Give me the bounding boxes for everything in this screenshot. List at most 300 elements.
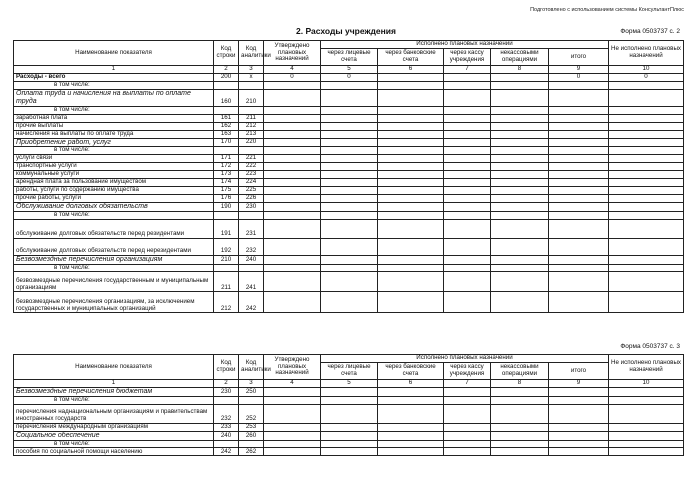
cell-empty [321, 130, 378, 138]
cell-code: 200 [214, 73, 239, 81]
cell-empty [444, 138, 491, 147]
cell-an: 231 [239, 219, 264, 238]
cell-empty [491, 202, 549, 211]
col-header-non-cash: некассовыми операциями [491, 363, 549, 380]
col-number: 10 [609, 380, 684, 388]
cell-empty [609, 292, 684, 313]
cell-code: 190 [214, 202, 239, 211]
row-label: прочие работы, услуги [14, 195, 214, 203]
cell-code: 162 [214, 122, 239, 130]
col-number: 2 [214, 380, 239, 388]
page-title: 2. Расходы учреждения [296, 26, 396, 36]
row-label: обслуживание долговых обязательств перед нерезидентами [14, 238, 214, 255]
cell-code: 232 [214, 404, 239, 423]
cell-empty [239, 396, 264, 404]
cell-empty [609, 81, 684, 89]
cell-empty [444, 255, 491, 264]
col-number: 1 [14, 66, 214, 74]
cell-empty [609, 423, 684, 431]
col-header-code-analytics: Код аналитики [239, 41, 264, 66]
col-number: 1 [14, 380, 214, 388]
cell-an: 232 [239, 238, 264, 255]
col-header-name: Наименование показателя [14, 355, 214, 380]
cell-empty [264, 106, 321, 114]
cell-empty [378, 202, 444, 211]
cell-empty [609, 130, 684, 138]
col-header-code-row: Код строки [214, 41, 239, 66]
cell-empty [264, 219, 321, 238]
cell-empty [214, 396, 239, 404]
column-numbers-row [14, 380, 684, 388]
col-header-via-cash: через кассу учреждения [444, 363, 491, 380]
col-number: 3 [239, 380, 264, 388]
cell-empty [609, 431, 684, 440]
cell-empty [444, 431, 491, 440]
cell-an: 226 [239, 195, 264, 203]
cell-empty [444, 440, 491, 448]
cell-an: 230 [239, 202, 264, 211]
cell-empty [491, 106, 549, 114]
cell-empty [239, 81, 264, 89]
cell-empty [321, 138, 378, 147]
cell-empty [444, 114, 491, 122]
table-row [14, 292, 684, 313]
cell-empty [264, 195, 321, 203]
cell-empty [378, 195, 444, 203]
cell-empty [321, 255, 378, 264]
cell-v4: 0 [264, 73, 321, 81]
cell-an: 253 [239, 423, 264, 431]
cell-v9: 0 [549, 73, 609, 81]
cell-code: 210 [214, 255, 239, 264]
cell-empty [444, 89, 491, 106]
row-label: в том числе: [14, 211, 214, 219]
cell-empty [321, 404, 378, 423]
table-row [14, 264, 684, 272]
row-label: прочие выплаты [14, 122, 214, 130]
cell-empty [549, 431, 609, 440]
cell-empty [321, 396, 378, 404]
row-label: Приобретение работ, услуг [14, 138, 214, 147]
cell-code: 191 [214, 219, 239, 238]
cell-empty [444, 171, 491, 179]
table-row [14, 163, 684, 171]
cell-empty [264, 448, 321, 456]
cell-empty [549, 81, 609, 89]
col-number: 3 [239, 66, 264, 74]
row-label: коммунальные услуги [14, 171, 214, 179]
cell-empty [321, 272, 378, 292]
row-label: работы, услуги по содержанию имущества [14, 187, 214, 195]
cell-empty [549, 264, 609, 272]
cell-empty [609, 404, 684, 423]
cell-empty [264, 292, 321, 313]
cell-an: 212 [239, 122, 264, 130]
cell-empty [491, 73, 549, 81]
cell-code: 233 [214, 423, 239, 431]
table-row [14, 89, 684, 106]
cell-empty [214, 211, 239, 219]
cell-empty [264, 179, 321, 187]
cell-empty [378, 147, 444, 155]
cell-empty [321, 122, 378, 130]
cell-empty [444, 130, 491, 138]
header-note: Подготовлено с использованием системы КонсультантПлюс [530, 7, 684, 13]
table-row [14, 114, 684, 122]
cell-empty [549, 187, 609, 195]
cell-empty [444, 187, 491, 195]
cell-an: x [239, 73, 264, 81]
cell-empty [378, 81, 444, 89]
cell-empty [264, 187, 321, 195]
row-label: пособия по социальной помощи населению [14, 448, 214, 456]
cell-empty [239, 264, 264, 272]
cell-code: 212 [214, 292, 239, 313]
cell-empty [264, 155, 321, 163]
cell-empty [491, 89, 549, 106]
cell-empty [549, 130, 609, 138]
cell-empty [321, 264, 378, 272]
form-number-page-2: Форма 0503737 с. 2 [620, 28, 680, 35]
col-header-total: итого [549, 363, 609, 380]
table-row [14, 396, 684, 404]
cell-empty [321, 106, 378, 114]
col-number: 5 [321, 380, 378, 388]
col-number: 2 [214, 66, 239, 74]
table-row [14, 202, 684, 211]
col-number: 6 [378, 380, 444, 388]
cell-empty [321, 387, 378, 396]
cell-empty [378, 219, 444, 238]
cell-empty [444, 219, 491, 238]
cell-an: 223 [239, 171, 264, 179]
cell-empty [378, 73, 444, 81]
col-header-total: итого [549, 49, 609, 66]
cell-empty [264, 114, 321, 122]
cell-empty [264, 130, 321, 138]
cell-empty [444, 81, 491, 89]
col-number: 4 [264, 380, 321, 388]
cell-an: 250 [239, 387, 264, 396]
cell-empty [378, 448, 444, 456]
cell-empty [491, 130, 549, 138]
table-row [14, 147, 684, 155]
cell-empty [609, 195, 684, 203]
cell-empty [549, 163, 609, 171]
cell-empty [491, 211, 549, 219]
cell-empty [214, 81, 239, 89]
cell-empty [264, 147, 321, 155]
cell-empty [264, 122, 321, 130]
cell-empty [549, 440, 609, 448]
row-label: перечисления международным организациям [14, 423, 214, 431]
cell-empty [549, 179, 609, 187]
cell-empty [321, 163, 378, 171]
cell-empty [609, 147, 684, 155]
col-header-approved: Утверждено плановых назначений [264, 41, 321, 66]
cell-empty [491, 272, 549, 292]
table-row [14, 255, 684, 264]
row-label: в том числе: [14, 106, 214, 114]
cell-empty [444, 155, 491, 163]
col-number: 7 [444, 380, 491, 388]
cell-empty [378, 114, 444, 122]
table-row [14, 272, 684, 292]
cell-empty [549, 423, 609, 431]
table-row [14, 448, 684, 456]
table-row [14, 423, 684, 431]
col-number: 6 [378, 66, 444, 74]
row-label: обслуживание долговых обязательств перед резидентами [14, 219, 214, 238]
cell-empty [239, 211, 264, 219]
cell-empty [378, 431, 444, 440]
cell-empty [491, 404, 549, 423]
expenses-table-body [14, 387, 684, 456]
form-number-page-3: Форма 0503737 с. 3 [620, 343, 680, 350]
cell-code: 173 [214, 171, 239, 179]
cell-empty [549, 448, 609, 456]
col-header-code-row: Код строки [214, 355, 239, 380]
cell-empty [378, 238, 444, 255]
cell-empty [609, 448, 684, 456]
cell-empty [264, 89, 321, 106]
cell-an: 222 [239, 163, 264, 171]
row-label: Безвозмездные перечисления организациям [14, 255, 214, 264]
cell-empty [321, 219, 378, 238]
cell-empty [321, 195, 378, 203]
cell-code: 172 [214, 163, 239, 171]
cell-empty [491, 179, 549, 187]
cell-code: 175 [214, 187, 239, 195]
cell-empty [321, 187, 378, 195]
cell-empty [491, 81, 549, 89]
table-row [14, 187, 684, 195]
row-label: Обслуживание долговых обязательств [14, 202, 214, 211]
col-header-code-analytics: Код аналитики [239, 355, 264, 380]
cell-empty [378, 440, 444, 448]
cell-empty [491, 448, 549, 456]
cell-an: 213 [239, 130, 264, 138]
col-header-non-cash: некассовыми операциями [491, 49, 549, 66]
cell-empty [491, 396, 549, 404]
table-row [14, 122, 684, 130]
cell-empty [321, 292, 378, 313]
cell-empty [264, 264, 321, 272]
cell-empty [609, 114, 684, 122]
cell-empty [444, 272, 491, 292]
cell-empty [378, 163, 444, 171]
cell-empty [321, 423, 378, 431]
cell-empty [321, 211, 378, 219]
table-row [14, 130, 684, 138]
cell-empty [609, 255, 684, 264]
expenses-table-page-2 [13, 40, 684, 313]
col-header-not-executed: Не исполнено плановых назначений [609, 355, 684, 380]
cell-empty [549, 255, 609, 264]
cell-code: 160 [214, 89, 239, 106]
table-row [14, 431, 684, 440]
cell-code: 192 [214, 238, 239, 255]
cell-empty [491, 122, 549, 130]
cell-empty [264, 202, 321, 211]
table-row [14, 81, 684, 89]
cell-empty [491, 219, 549, 238]
cell-empty [609, 272, 684, 292]
cell-empty [609, 264, 684, 272]
cell-empty [321, 448, 378, 456]
cell-an: 241 [239, 272, 264, 292]
table-row [14, 138, 684, 147]
cell-an: 220 [239, 138, 264, 147]
col-number: 5 [321, 66, 378, 74]
table-row [14, 211, 684, 219]
col-number: 10 [609, 66, 684, 74]
cell-empty [549, 387, 609, 396]
table-row [14, 387, 684, 396]
col-header-not-executed: Не исполнено плановых назначений [609, 41, 684, 66]
cell-empty [549, 138, 609, 147]
cell-empty [444, 448, 491, 456]
cell-empty [264, 163, 321, 171]
cell-empty [491, 155, 549, 163]
cell-empty [609, 387, 684, 396]
cell-empty [378, 187, 444, 195]
cell-empty [491, 440, 549, 448]
cell-empty [491, 195, 549, 203]
cell-empty [444, 264, 491, 272]
cell-empty [378, 396, 444, 404]
cell-empty [264, 171, 321, 179]
col-header-approved: Утверждено плановых назначений [264, 355, 321, 380]
cell-code: 174 [214, 179, 239, 187]
cell-empty [321, 89, 378, 106]
cell-empty [549, 89, 609, 106]
cell-empty [609, 171, 684, 179]
cell-code: 171 [214, 155, 239, 163]
row-label: в том числе: [14, 81, 214, 89]
cell-empty [378, 264, 444, 272]
cell-empty [378, 138, 444, 147]
cell-empty [321, 431, 378, 440]
cell-an: 240 [239, 255, 264, 264]
cell-empty [491, 431, 549, 440]
cell-empty [549, 106, 609, 114]
cell-v5: 0 [321, 73, 378, 81]
cell-empty [549, 404, 609, 423]
cell-empty [609, 202, 684, 211]
row-label: перечисления наднациональным организациям и правительствам иностранных государств [14, 404, 214, 423]
cell-empty [264, 81, 321, 89]
col-header-name: Наименование показателя [14, 41, 214, 66]
cell-empty [609, 219, 684, 238]
col-number: 8 [491, 66, 549, 74]
cell-empty [609, 155, 684, 163]
cell-empty [609, 179, 684, 187]
cell-empty [609, 211, 684, 219]
cell-empty [444, 396, 491, 404]
cell-an: 242 [239, 292, 264, 313]
row-label: в том числе: [14, 147, 214, 155]
row-label: арендная плата за пользование имуществом [14, 179, 214, 187]
row-label: услуги связи [14, 155, 214, 163]
cell-empty [444, 195, 491, 203]
cell-code: 176 [214, 195, 239, 203]
cell-empty [378, 292, 444, 313]
row-label: Оплата труда и начисления на выплаты по оплате труда [14, 89, 214, 106]
row-label: Социальное обеспечение [14, 431, 214, 440]
cell-empty [491, 187, 549, 195]
cell-empty [321, 238, 378, 255]
row-label: в том числе: [14, 396, 214, 404]
cell-empty [214, 440, 239, 448]
cell-empty [609, 122, 684, 130]
cell-empty [609, 396, 684, 404]
cell-empty [549, 396, 609, 404]
cell-empty [378, 106, 444, 114]
row-label: безвозмездные перечисления организациям, за исключением государственных и муниципальных организаций [14, 292, 214, 313]
cell-code: 240 [214, 431, 239, 440]
col-header-via-accounts: через лицевые счета [321, 49, 378, 66]
cell-empty [549, 114, 609, 122]
cell-empty [491, 171, 549, 179]
table-row [14, 155, 684, 163]
cell-empty [491, 163, 549, 171]
cell-empty [321, 147, 378, 155]
cell-empty [321, 202, 378, 211]
cell-empty [378, 155, 444, 163]
cell-empty [444, 179, 491, 187]
cell-an: 260 [239, 431, 264, 440]
table-row [14, 106, 684, 114]
cell-empty [609, 238, 684, 255]
cell-empty [491, 387, 549, 396]
cell-empty [264, 440, 321, 448]
cell-empty [444, 147, 491, 155]
row-label: в том числе: [14, 440, 214, 448]
row-label: Расходы - всего [14, 73, 214, 81]
col-header-via-bank: через банковские счета [378, 363, 444, 380]
cell-an: 224 [239, 179, 264, 187]
table-row [14, 404, 684, 423]
col-number: 9 [549, 66, 609, 74]
cell-empty [491, 238, 549, 255]
col-header-via-accounts: через лицевые счета [321, 363, 378, 380]
cell-empty [444, 73, 491, 81]
cell-empty [549, 202, 609, 211]
cell-an: 210 [239, 89, 264, 106]
cell-empty [264, 396, 321, 404]
cell-empty [491, 423, 549, 431]
cell-empty [549, 147, 609, 155]
cell-empty [444, 238, 491, 255]
cell-empty [264, 272, 321, 292]
col-header-via-bank: через банковские счета [378, 49, 444, 66]
col-header-executed: Исполнено плановых назначений [321, 41, 609, 49]
table-row [14, 238, 684, 255]
table-row [14, 219, 684, 238]
cell-empty [549, 122, 609, 130]
cell-empty [264, 238, 321, 255]
cell-empty [321, 114, 378, 122]
col-number: 7 [444, 66, 491, 74]
cell-empty [214, 264, 239, 272]
cell-empty [378, 387, 444, 396]
table-row [14, 440, 684, 448]
cell-empty [378, 89, 444, 106]
cell-code: 211 [214, 272, 239, 292]
cell-empty [549, 155, 609, 163]
row-label: в том числе: [14, 264, 214, 272]
